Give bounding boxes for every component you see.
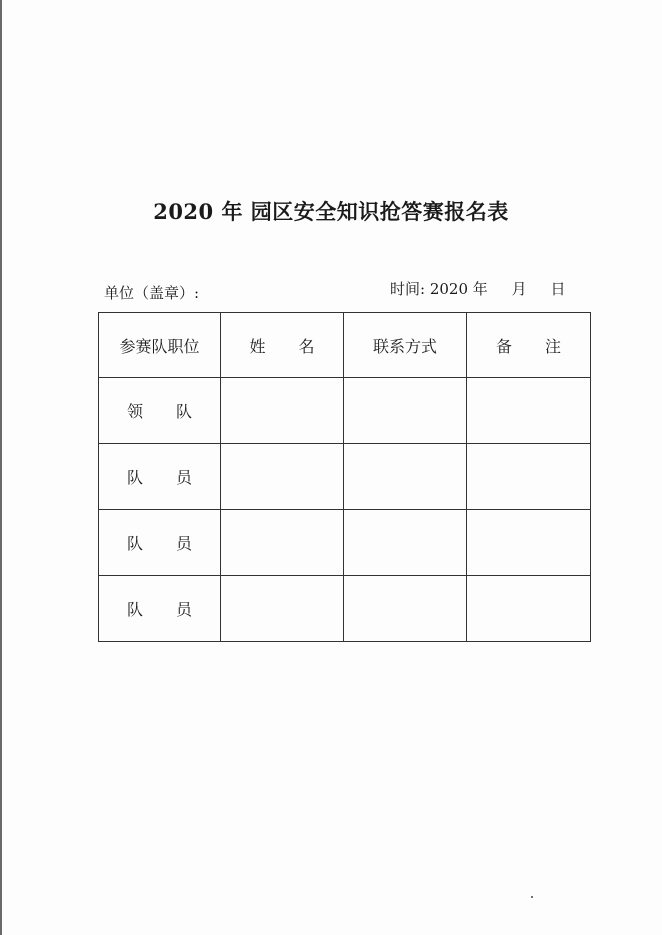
registration-table — [98, 312, 591, 642]
header-cell-note: 备 注 — [467, 313, 591, 378]
page-edge-shadow — [0, 0, 2, 935]
header-cell-role: 参赛队职位 — [99, 313, 221, 378]
contact-cell[interactable] — [344, 510, 467, 576]
document-title: 2020 年 园区安全知识抢答赛报名表 — [153, 199, 509, 224]
contact-cell[interactable] — [344, 378, 467, 444]
role-cell: 队 员 — [99, 510, 221, 576]
date-label: 时间: 2020 年 月 日 — [390, 280, 566, 298]
table-row — [99, 378, 591, 444]
unit-stamp-label: 单位（盖章）: — [104, 284, 200, 302]
contact-cell[interactable] — [344, 576, 467, 642]
role-cell: 队 员 — [99, 444, 221, 510]
name-cell[interactable] — [221, 378, 344, 444]
table-row — [99, 444, 591, 510]
role-cell: 领 队 — [99, 378, 221, 444]
header-cell-contact: 联系方式 — [344, 313, 467, 378]
table-row — [99, 510, 591, 576]
name-cell[interactable] — [221, 576, 344, 642]
name-cell[interactable] — [221, 510, 344, 576]
table-row — [99, 576, 591, 642]
table-header-row — [99, 313, 591, 378]
note-cell[interactable] — [467, 576, 591, 642]
note-cell[interactable] — [467, 510, 591, 576]
scan-speck — [531, 896, 533, 898]
header-cell-name: 姓 名 — [221, 313, 344, 378]
note-cell[interactable] — [467, 378, 591, 444]
name-cell[interactable] — [221, 444, 344, 510]
note-cell[interactable] — [467, 444, 591, 510]
contact-cell[interactable] — [344, 444, 467, 510]
role-cell: 队 员 — [99, 576, 221, 642]
